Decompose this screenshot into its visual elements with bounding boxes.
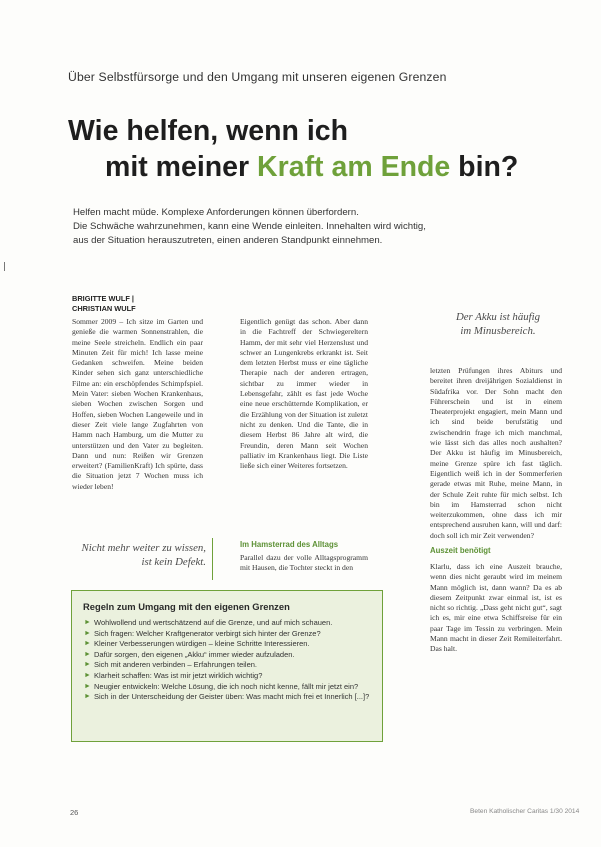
pull-quote-line: Der Akku ist häufig	[455, 311, 541, 323]
subheading-auszeit: Auszeit benötigt	[430, 546, 491, 555]
pull-quote-akku	[428, 310, 568, 338]
pull-quote-line: im Minusbereich.	[460, 325, 536, 337]
lead-line: Helfen macht müde. Komplexe Anforderungen können überfordern.	[73, 207, 359, 218]
rule-text: Dafür sorgen, den eigenen „Akku“ immer wieder aufzuladen.	[94, 649, 295, 659]
lead-line: aus der Situation herauszutreten, einen anderen Standpunkt einnehmen.	[73, 235, 383, 246]
bullet-icon: ►	[84, 640, 91, 648]
rule-item	[84, 650, 376, 661]
headline-highlight: Kraft am Ende	[257, 151, 451, 183]
rule-item	[84, 618, 376, 629]
rule-text: Sich mit anderen verbinden – Erfahrungen teilen.	[94, 660, 258, 670]
rule-item	[84, 682, 376, 693]
author-byline	[72, 294, 136, 314]
headline-pre: mit meiner	[105, 151, 258, 183]
rule-item	[84, 671, 376, 682]
headline-line-1: Wie helfen, wenn ich	[68, 115, 349, 147]
headline-post: bin?	[450, 151, 519, 183]
rule-text: Neugier entwickeln: Welche Lösung, die ich noch nicht kenne, fällt mir jetzt ein?	[94, 681, 359, 691]
rule-item	[84, 692, 376, 703]
bullet-icon: ►	[84, 619, 91, 626]
headline-line-2	[105, 151, 518, 183]
rule-text: Sich in der Unterscheidung der Geister üben: Was macht mich frei et Innerlich [...]?	[94, 692, 370, 702]
pull-quote-rule	[212, 538, 213, 580]
rules-list	[84, 618, 376, 703]
author-name: CHRISTIAN WULF	[72, 304, 136, 313]
rule-item	[84, 629, 376, 640]
rule-item	[84, 660, 376, 671]
author-name: BRIGITTE WULF |	[72, 294, 135, 303]
body-column-1: Sommer 2009 – Ich sitze im Garten und genieße die warmen Sonnenstrahlen, die meine Seele streicheln. Endlich ein paar Minuten Zeit für mich! Ich lasse meine Gedanken schweifen. Meine beiden Kinder sehen sich ganz unterschiedliche Filme an: ein erschöpfendes Schimpfspiel. Mein Vater: sieben Wochen Krankenhaus, sieben Wochen zwischen Sorgen und Hoffen, sieben Wochen Langeweile und in dieser Zeit viele lange Zugfahrten von Hamm nach Hamburg, um die Mutter zu unterstützen und den Vater zu begleiten. Dann und nun: Reißen wir Grenzen erweitert? (FamilienKraft) Ich spürte, dass die Situation jetzt 7 Wochen muss ich wieder leben!	[72, 317, 203, 491]
bullet-icon: ►	[84, 661, 91, 669]
publication-footer: Beten Katholischer Caritas 1/30 2014	[470, 808, 580, 815]
bullet-icon: ►	[84, 682, 91, 690]
subheading-hamsterrad: Im Hamsterrad des Alltags	[240, 540, 339, 549]
rule-item	[84, 639, 376, 650]
pull-quote-line: ist kein Defekt.	[141, 556, 206, 568]
rule-text: Wohlwollend und wertschätzend auf die Grenze, und auf mich schauen.	[94, 618, 333, 627]
margin-mark	[4, 262, 5, 271]
rule-text: Sich fragen: Welcher Kraftgenerator verbirgt sich hinter der Grenze?	[94, 628, 321, 638]
bullet-icon: ►	[84, 629, 91, 637]
lead-paragraph	[73, 206, 553, 248]
body-column-2: Eigentlich genügt das schon. Aber dann in die Fachtreff der Schwiegereltern Hamm, der mit sehr viel Herzenslust und schwer an Lungenkrebs erkrankt ist. Seit dem letzten Herbst muss er eine tägliche Therapie nach der anderen ertragen, sichtbar zu immer wieder in Lebensgefahr, zählt es fast jede Woche eine neue erschütternde Komplikation, er die Erzählung von der Situation ist zuletzt nicht zu denken. Und die Tante, die in diesem Herbst 86 Jahre alt wird, die Freundin, deren Mann seit Wochen palliativ im Krankenhaus liegt. Die Liste ließe sich einer Weiteres fortsetzen.	[240, 317, 368, 471]
body-column-3: letzten Prüfungen ihres Abiturs und bereitet ihren dreijährigen Sozialdienst in Südafrika vor. Der Sohn macht den Führerschein und ist in einem Theaterprojekt engagiert, mein Mann und ich sind beide berufstätig und zwischendrin frage ich mich manchmal, wie lässt sich das alles noch aushalten? Der Akku ist häufig im Minusbereich, meine Grenze spüre ich fast täglich. Eigentlich weiß ich in der Sommerferien gerade etwas mit Ruhe, meine Mann, in der Schule Zeit ruhte für mich selbst. Ich bin im Hamsterrad schon nicht weiterzukommen, ohne dass ich mir entsprechend ausruhen kann, will und darf: doch soll ich mir Zeit verwenden?	[430, 366, 562, 540]
body-column-3-continued: Klarlu, dass ich eine Auszeit brauche, wenn dies nicht geraubt wird im meinem Mann möglich ist, dann wann? Da es ab diesem Zeitpunkt zwar einmal ist, ist es nicht so richtig. „Dass geht nicht gut“, sagt ich es, mir eine etwa Schiffsreise für ein paar Tage im Tessin zu verbringen. Mein Mann macht in dieser Zeit Remileiterfahrt. Das halt.	[430, 562, 562, 654]
bullet-icon: ►	[84, 650, 91, 658]
rules-box-title: Regeln zum Umgang mit den eigenen Grenzen	[83, 601, 290, 612]
body-column-2-continued: Parallel dazu der volle Alltagsprogramm mit Hausen, die Tochter steckt in den	[240, 553, 368, 573]
supertitle: Über Selbstfürsorge und den Umgang mit unseren eigenen Grenzen	[68, 70, 447, 84]
lead-line: Die Schwäche wahrzunehmen, kann eine Wende einleiten. Innehalten wird wichtig,	[73, 221, 426, 232]
pull-quote-line: Nicht mehr weiter zu wissen,	[81, 542, 206, 554]
bullet-icon: ►	[84, 693, 91, 701]
rule-text: Kleiner Verbesserungen würdigen – kleine Schritte Interessieren.	[94, 639, 310, 649]
bullet-icon: ►	[84, 671, 91, 679]
rule-text: Klarheit schaffen: Was ist mir jetzt wirklich wichtig?	[94, 670, 263, 680]
pull-quote-defekt	[28, 541, 206, 569]
page-number: 26	[70, 808, 79, 817]
